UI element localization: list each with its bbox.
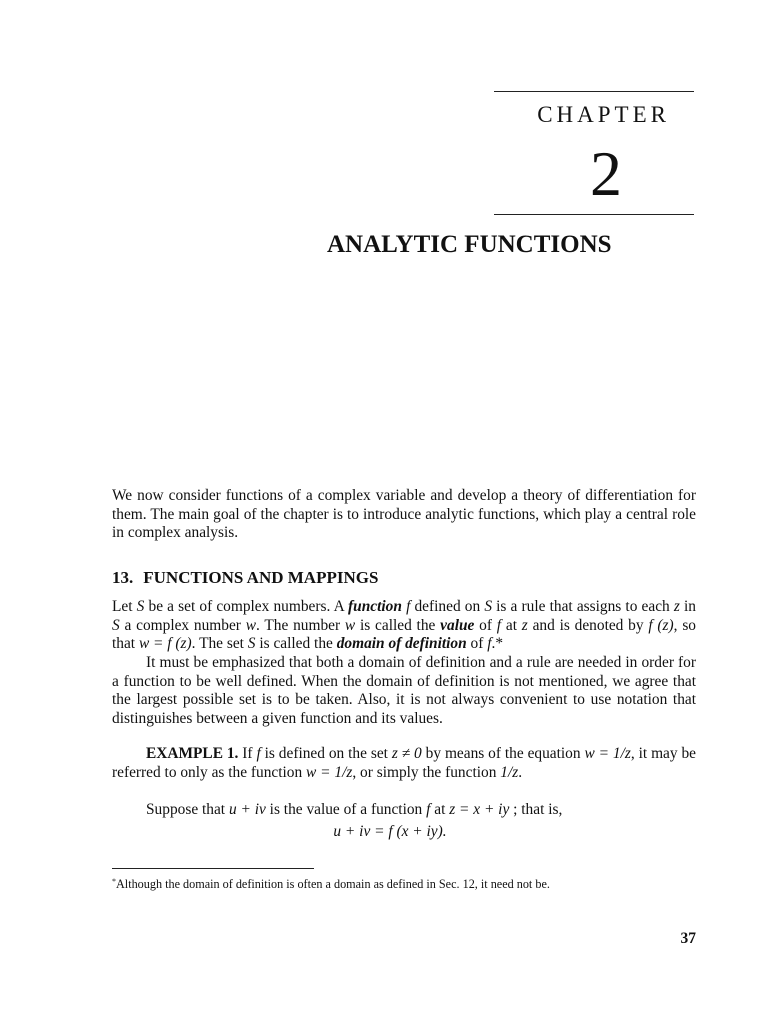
footnote [112, 874, 696, 892]
section-title: FUNCTIONS AND MAPPINGS [143, 568, 379, 587]
chapter-bottom-rule [494, 214, 694, 215]
example-1: EXAMPLE 1. If f is defined on the set z ≠ 0 by means of the equation w = 1/z, it may be referred to only as the function w = 1/z, or simply the function 1/z. [112, 745, 697, 781]
page-number: 37 [680, 930, 696, 947]
intro-paragraph: We now consider functions of a complex variable and develop a theory of differentiation for them. The main goal of the chapter is to introduce analytic functions, which play a central role in complex analysis. [112, 487, 696, 542]
display-equation: u + iv = f (x + iy). [333, 823, 447, 840]
term-value: value [440, 616, 475, 634]
term-function: function [348, 598, 402, 615]
chapter-top-rule [494, 91, 694, 92]
example-label: EXAMPLE 1. [146, 745, 239, 762]
footnote-marker: * [112, 877, 116, 886]
chapter-number: 2 [590, 138, 622, 209]
paragraph-suppose: Suppose that u + iv is the value of a function f at z = x + iy ; that is, [146, 801, 563, 818]
chapter-label: CHAPTER [537, 102, 670, 127]
paragraph-function-definition: Let S be a set of complex numbers. A function f defined on S is a rule that assigns to each z in S a complex number w. The number w is called the value of f at z and is denoted by f (z), so that w = f (z). The set S is called the domain of definition of f.* [112, 598, 696, 653]
footnote-text: Although the domain of definition is often a domain as defined in Sec. 12, it need not be. [116, 877, 550, 891]
section-heading [112, 567, 378, 589]
chapter-title: ANALYTIC FUNCTIONS [327, 231, 612, 258]
term-domain-of-definition: domain of definition [336, 635, 467, 653]
footnote-rule [112, 868, 314, 869]
section-number: 13. [112, 568, 134, 587]
paragraph-emphasis: It must be emphasized that both a domain of definition and a rule are needed in order for a function to be well defined. When the domain of definition is not mentioned, we agree that the largest possible set is to be taken. Also, it is not always convenient to use notation that distinguishes between a given function and its values. [112, 654, 696, 728]
